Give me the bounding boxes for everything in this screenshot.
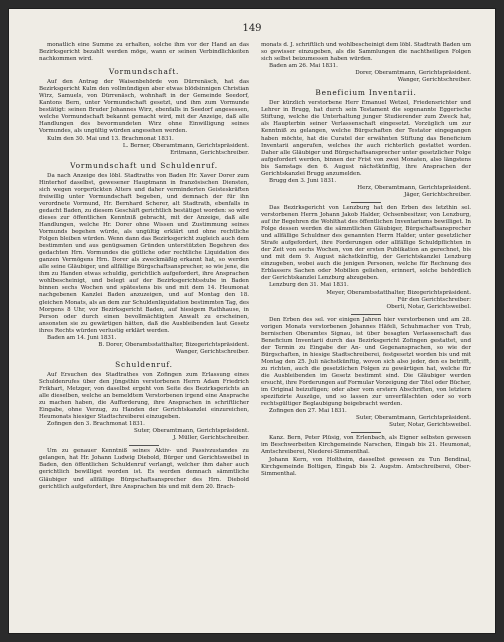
notice-signature: Meyer, Oberamtsstatthalter, Bizegerichtspräsident.: [326, 289, 471, 296]
notice-signature: L. Berner, Oberamtmann, Gerichtspräsident.: [122, 142, 249, 149]
notice-paragraph: Den Erben des sel. vor einigen Jahren hier verstorbenen und am 28. vorigen Monats verstorbenen Johannes Häfeli, Schuhmacher von Trub, bernischen Oberamtes Signau, ist über besagten Verlassenschaft das Beneficium Inventarii durch das Bezirksgericht Zofingen gestattet, und der Termin zu Eingabe der An- und Gegenansprachen, so wie der Bürgschaften, in hiesige Stadtschreiberei, festgesetzt worden bis und mit Montag den 25. Juli nächstkünftig, wovon sich also jeder, den es betrifft, zu richten, auch die gesetzlichen Folgen zu gewärtigen hat, welche für die Ausbleibenden im Gesetz bestimmt sind. Die Gläubiger werden ersucht, ihre Forderungen auf Formular Vorzeigung der Titel oder Bücher, im Original beizufügen; oder aber vom erstern Abschriften, von letztern spezifizirte Auszüge, und so lassen zur unverfälschten oder so vorb rechtsgültiger Beglaubigung beigebracht werden.: [261, 316, 471, 408]
section-heading: Beneficium Inventarii.: [315, 88, 417, 98]
notice-paragraph: Das Bezirksgericht von Lenzburg hat den Erben des letzthin sel. verstorbenen Herrn Johann Jakob Halder, Ochsenbesitzer, von Lenzburg, auf ihr Begehren die Wohlthat des öffentlichen Inventariums bewilliget. In Folge dessen werden die sämmtlichen Gläubiger, Bürgschaftsansprecher und allfällige Schuldner des genannten Herrn Halder, unter gesetzlicher Strafe aufgefordert, ihre Forderungen oder allfällige Schuldpflichten in der Zeit von sechs Wochen, von der ersten Publikation an gerechnet, bis und mit dem 9. August nächstkünftig, der Gerichtskanzlei Lenzburg einzugeben, wobei auch die jenigen Personen, welche für Rechnung des Erblassers Sachen oder Mobilien geliehen, erinnert, solche behördlich der Gerichtskanzlei Lenzburg abzugeben.: [261, 204, 471, 282]
notice-paragraph: Auf den Antrag der Waisenbehörde von Dürrenäsch, hat das Bezirksgericht Kulm den vollmündigen aber etwas blödsinnigen Christian Wirz, Samuels, von Dürrenäsch, wohnhaft in der Gemeinde Seedorf, Kantons Bern, unter Vormundschaft gesetzt, und ihm zum Vormunde bestätigt: seinen Bruder Johannes Wirz, ebenfalls in Seedorf angesessen, welche Vormundschaft bekannt gemacht wird, mit der Anzeige, daß alle Handlungen des bevormundeten Wirz ohne Einwilligung seines Vormundes, als ungültig würden angesehen werden.: [39, 79, 249, 135]
page-number: 149: [242, 23, 262, 34]
notice-paragraph: monats d. J. schriftlich und wohlbescheinigt dem löbl. Stadtrath Baden um so gewisser einzugeben, als die Sammlungen die nachtheiligen Folgen sich selbst beizumessen haben würden.: [261, 42, 471, 63]
notice-paragraph: monatlich eine Summe zu erhalten, solche ihm vor der Hand an das Bezirksgericht bezahlt werden möge, wann er seinen Verbindlichkeiten nachkommen wird.: [39, 42, 249, 63]
notice-signature: Suter, Oberamtmann, Gerichtspräsident.: [134, 428, 249, 435]
newspaper-page: [9, 9, 495, 633]
section-heading: Schuldenruf.: [115, 359, 173, 369]
notice-paragraph: Da nach Anzeige des löbl. Stadtraths von Baden Hr. Xaver Dorer zum Hinterhof daselbst, gewesener Hauptmann in französischen Diensten, sich wegen vorgerückten Alters und daher verminderten Geisteskräften freiwillig unter Vormundschaft begeben, und demnach der für ihn verordnete Vormund, Hr. Bernhard Scherer, alt Stadtrath, ebenfalls in gedacht Baden, zu diesem Geschäft gerichtlich bestätiget worden: so wird dieses zur öffentlichen Kenntniß gebracht, mit der Anzeige, daß alle Handlungen, welche Hr. Dorer ohne Wissen und Zustimmung seines Vormunds begehen würde, als ungültig erklärt und ohne rechtliche Folgen bleiben würden. Wenn dann das Bezirksgericht zugleich auch dem bestimmten und aus genügsamen Gründen unterstützten Begehren des gedachten Hrn. Vormundes die gütliche oder rechtliche Liquidation des ganzen Vermögens Hrn. Dorer als zweckmäßig erkannt hat, so werden alle seine Gläubiger, und allfällige Bürgschaftsansprecher, so wie jene, die ihm zu Handen etwas schuldig, gerichtlich aufgefordert, ihre Ansprachen wohlbescheinigt, und belegt auf der Bezirksgerichtsstube in Baden binnen sechs Wochen und spätestens bis und mit dem 14. Heumonat nachgebenen Kanzlei Baden anzuzeigen, und auf Montag den 18. gleichen Monats, als an dem zur Schuldenliquidation bestimmten Tag, des Morgens 8 Uhr, vor Bezirksgericht Baden, auf hiesigem Rathhause, in Person oder durch einen bevollmächtigten Anwalt zu erscheinen, ansonsten sie zu gewärtigen hätten, daß die Ausbleibenden laut Gesetz ihres Rechts würden verlustig erklärt werden.: [39, 172, 249, 334]
notice-signature: Wanger, Gerichtschreiber.: [175, 348, 249, 355]
notice-date: Lenzburg den 31. Mai 1831.: [269, 282, 349, 289]
notice-paragraph: Um zu genauer Kenntniß seines Aktiv- und Passivzustandes zu gelangen, hat Hr. Johann Ludwig Diebold, Bürger und Gerichtsweibel in Baden, den öffentlichen Schuldenruf verlangt, welcher ihm daher auch gerichtlich bewilliget worden ist. Es werden demnach sämmtliche Gläubiger und allfällige Bürgschaftsansprecher des Hrn. Diebold gerichtlich aufgefordert, ihre Ansprachen bis und mit dem 20. Brach-: [39, 448, 249, 490]
notice-signature: Dorer, Oberamtmann, Gerichtspräsident.: [355, 70, 471, 77]
notice-signature: Oberli, Notar, Gerichtsweibel.: [386, 303, 471, 310]
divider: [351, 202, 381, 203]
notice-paragraph: Johann Kern, von Holtheim, dasselbst gewesen zu Tun Bendinal, Kirchgemeinde Boltigen, Eingab bis 2. Augstm. Amtschreiberei, Ober-Simmenthal.: [261, 456, 471, 477]
notice-date: Baden am 26. Mai 1831.: [269, 63, 338, 70]
section-heading: Vormundschaft.: [108, 67, 180, 77]
notice-signature: Suter, Notar, Gerichtsweibel.: [389, 422, 471, 429]
notice-paragraph: Auf Ersuchen des Stadtrathes von Zofingen zum Erlassung eines Schuldenrufes über den jüngsthin verstorbenen Herrn Adam Friedrich Frikhart, Metzger, von daselbst ergeht von Seite des Bezirksgerichts an alle dieselben, welche an bemeldtem Verstorbenen irgend eine Ansprache zu machen haben, die Aufforderung, ihre Ansprachen in schriftlicher Eingabe, ohne Verzug, zu Handen der Gerichtskanzlei einzureichen, Heumonats hiesiger Stadtschreiberei einzugeben.: [39, 371, 249, 421]
notice-date: Brugg den 3. Juni 1831.: [269, 177, 337, 184]
notice-signature: Suter, Oberamtmann, Gerichtspräsident.: [356, 415, 471, 422]
right-column: [261, 42, 471, 478]
notice-date: Baden am 14. Juni 1831.: [47, 334, 117, 341]
notice-date: Zofingen den 3. Brachmonat 1831.: [47, 421, 145, 428]
notice-paragraph: Der kürzlich verstorbene Herr Emanuel Wetzel, Friedensrichter und Lehrer in Brugg, hat durch sein Testament die sogenannte Eggerische Stiftung, welche die Unterhaltung junger Studierender zum Zweck hat, als Haupterbin seiner Verlassenschaft eingesetzt. Vorzüglich um zur Kenntniß zu gelangen, welche Bürgschaften der Testator eingegangen haben möchte, hat die Curatel der erwähnten Stiftung das Beneficium Inventarii angerufen, welches ihr auch richterlich gestattet worden. Daher alle Gläubiger und Bürgschaftsansprecher unter gesetzlicher Folge aufgefordert werden, binnen der Frist von zwei Monaten, also längstens bis Samstags den 6. August nächstkünftig, ihre Ansprachen der Gerichtskanzlei Brugg anzumelden.: [261, 100, 471, 177]
notice-signature: B. Dorer, Oberamtsstatthalter, Bizegerichtspräsident.: [98, 341, 249, 348]
notice-signature: J. Müller, Gerichtschreiber.: [173, 435, 249, 442]
notice-date: Zofingen den 27. Mai 1831.: [269, 408, 347, 415]
divider: [351, 432, 381, 433]
divider: [351, 314, 381, 315]
left-column: [39, 42, 249, 491]
notice-paragraph: Kanz. Bern, Peter Plüsig, von Erlenbach, als Eigner selbsten gewesen im Beschwerbeiten Kirchgemeinde Narschen, Eingab bis 21. Heumonat, Amtschreiberei, Niederei-Simmenthal.: [261, 435, 471, 456]
notice-signature: Eritmann, Gerichtschreiber.: [170, 149, 249, 156]
notice-signature: Wanger, Gerichtschreiber.: [397, 77, 471, 84]
notice-signature: Jäger, Gerichtschreiber.: [404, 191, 471, 198]
notice-date: Kulm den 30. Mai und 13. Brachmonat 1831.: [47, 135, 174, 142]
notice-signature: Herz, Oberamtmann, Gerichtspräsident.: [357, 184, 471, 191]
notice-signature: Für den Gerichtschreiber:: [397, 296, 471, 303]
divider: [129, 445, 159, 446]
section-heading: Vormundschaft und Schuldenruf.: [70, 160, 218, 170]
